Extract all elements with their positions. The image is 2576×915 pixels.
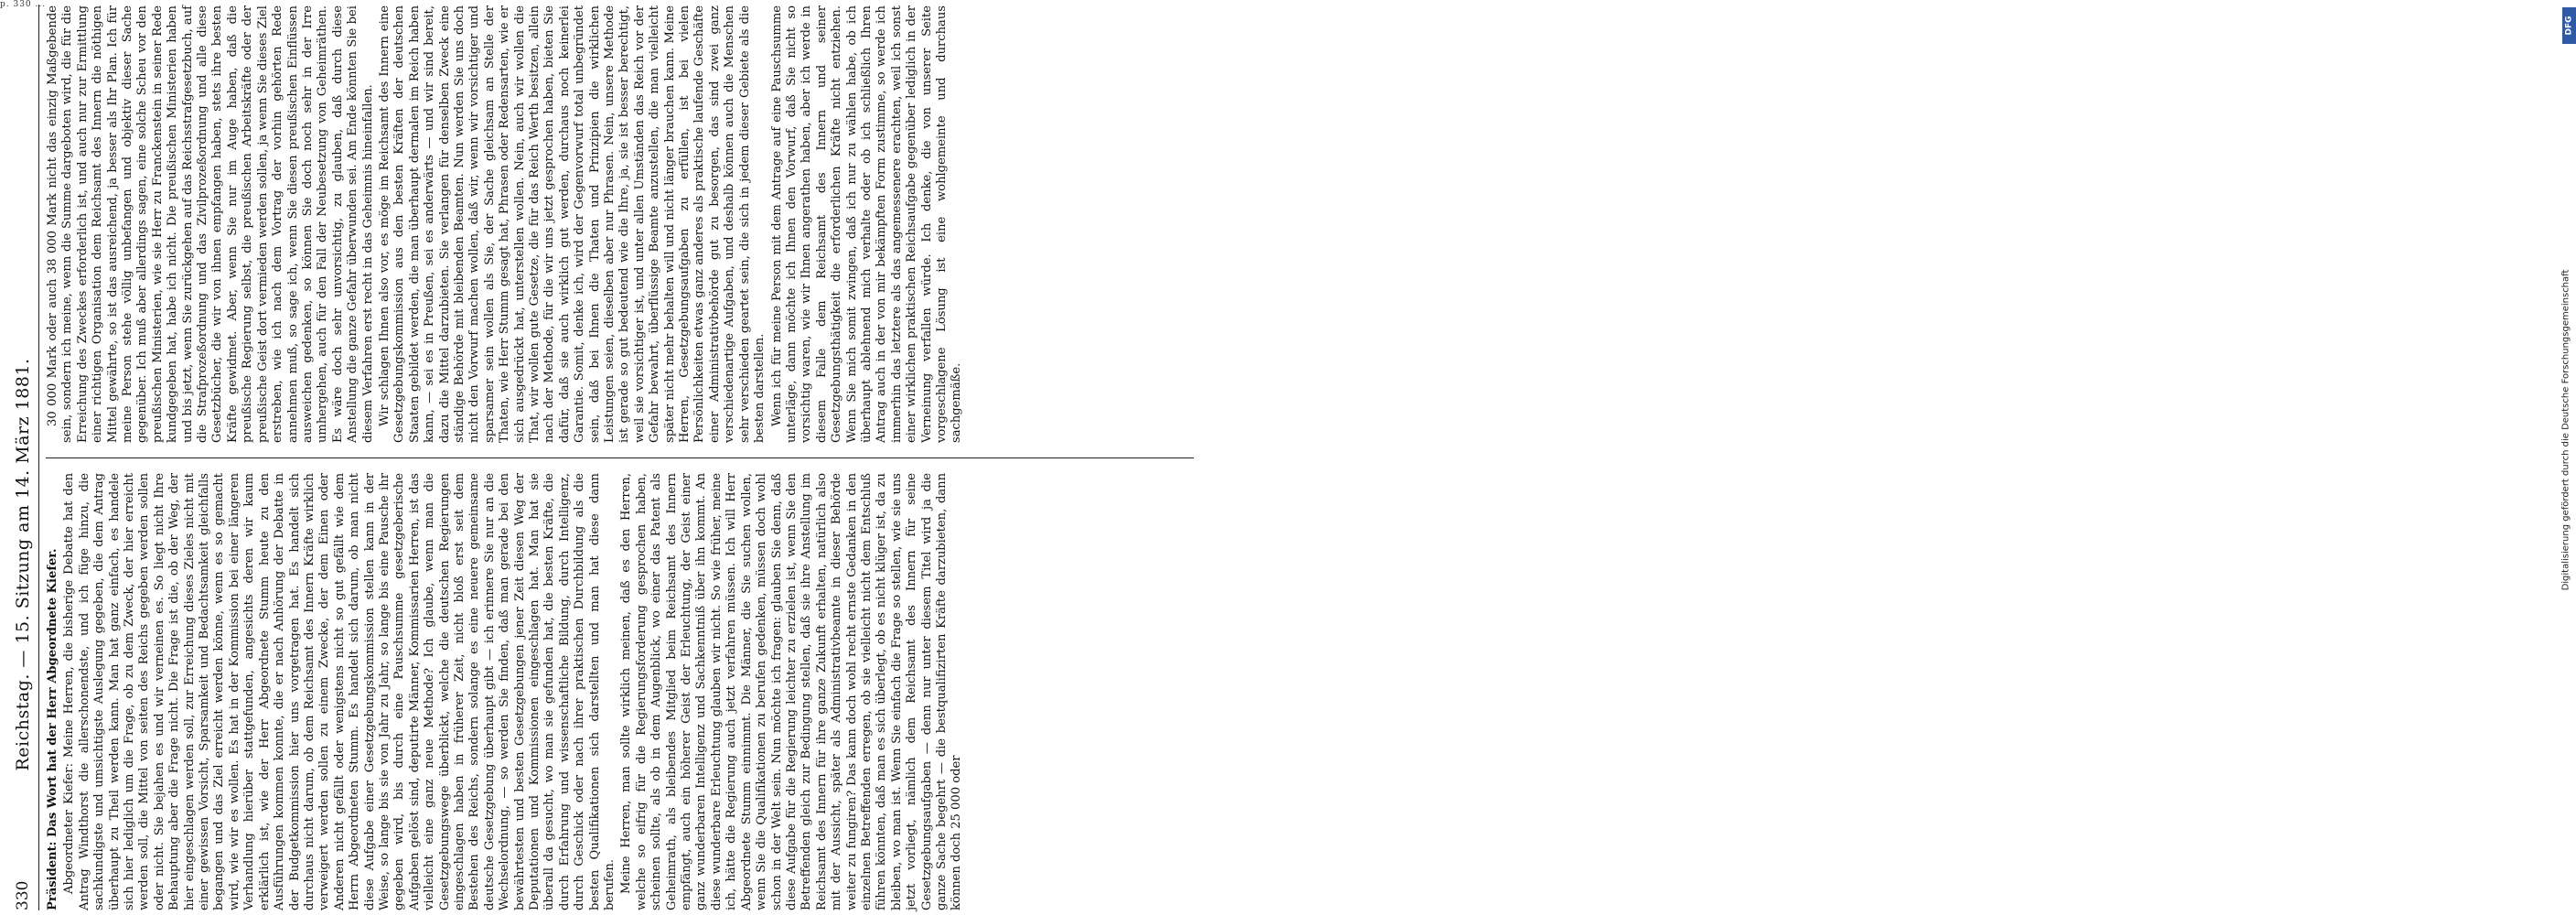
digitization-note: Digitalisierung gefördert durch die Deutsche Forschungsgemeinschaft [2560,269,2571,591]
dfg-logo-text: DFG [2564,16,2574,36]
column-right [46,5,1194,458]
corner-mark: p. 330 ... [0,0,47,9]
paragraph: Wenn ich für meine Person mit dem Antrage auf eine Pauschsumme unterläge, dann möchte ich Ihnen den Vorwurf, daß Sie nicht so vorsichtig waren, wie wir Ihnen angerathen haben, aber ich werde in diesem Falle dem Reichsamt des Innern und seiner Gesetzgebungsthätigkeit die erforderlichen Kräfte nicht entziehen. Wenn Sie mich somit zwingen, daß ich nur zu wählen habe, ob ich überhaupt ablehnend mich verhalte oder ob ich schließlich Ihren Antrag auch in der von mir bekämpften Form zustimme, so werde ich immerhin das letztere als das angemessenere erachten, weil ich sonst einer wirklichen praktischen Reichsaufgabe gegenüber lediglich in der Verneinung verfallen würde. Ich denke, die von unserer Seite vorgeschlagene Lösung ist eine wohlgemeinte und durchaus sachgemäße. [769,5,964,443]
president-line: Präsident: Das Wort hat der Herr Abgeordnete Kiefer. [46,548,59,910]
rotated-page [7,5,1201,910]
column-left [46,458,1194,910]
dfg-logo [2562,7,2576,44]
page-number: 330 [14,880,32,910]
page-header [7,5,39,910]
session-title: Reichstag. — 15. Sitzung am 14. März 1881. [13,358,33,771]
text-columns [46,5,1194,910]
paragraph: Meine Herren, man sollte wirklich meinen, daß es den Herren, welche so eifrig für die Regierungsforderung gesprochen haben, scheinen sollte, als ob in dem Augenblick, wo einer das Patent als Geheimrath, als bleibendes Mitglied beim Reichsamt des Innern empfängt, auch ein höherer Geist der Erleuchtung, der Geist einer ganz wunderbaren Intelligenz und Sachkenntniß über ihn kommt. An diese wunderbare Erleuchtung glauben wir nicht. So wie früher, meine ich, hätte die Regierung auch jetzt verfahren müssen. Ich will Herr Abgeordnete Stumm einnimmt. Die Männer, die Sie suchen wollen, wenn Sie die Qualifikationen zu berufen gedenken, müssen doch wohl schon in der Welt sein. Nun möchte ich fragen: glauben Sie denn, daß diese Aufgabe für die Regierung leichter zu erzielen ist, wenn Sie den Betreffenden gleich zur Bedingung stellen, daß sie ihre Anstellung im Reichsamt des Innern für ihre ganze Zukunft erhalten, natürlich also mit der Aussicht, später als Administrativbeamte in dieser Behörde weiter zu fungiren? Das kann doch wohl recht ernste Gedanken in den einzelnen Betreffenden erregen, ob sie vielleicht nicht dem Entschluß führen könnten, daß man es sich überlegt, ob es nicht klüger ist, da zu bleiben, wo man ist. Wenn Sie einfach die Frage so stellen, wie sie uns jetzt vorliegt, nämlich dem Reichsamt des Innern für seine Gesetzgebungsaufgaben — denn nur unter diesem Titel wird ja die ganze Sache begehrt — die bestqualifizirten Kräfte darzubieten, dann können doch 25 000 oder [619,473,964,910]
header-left [13,358,33,910]
paragraph: Abgeordneter Kiefer: Meine Herren, die bisherige Debatte hat den Antrag Windthorst die allerschonendste, und ich füge hinzu, die sachkundigste und umsichtigste Auslegung gegeben, die dem Antrag überhaupt zu Theil werden kann. Man hat ganz einfach, es handele sich hier lediglich um die Frage, ob zu dem Zweck, der hier erreicht werden soll, die Mittel von seiten des Reichs gegeben werden sollen oder nicht. Sie bejahen es und wir verneinen es. So liegt nicht Ihre Behauptung aber die Frage nicht. Die Frage ist die, ob der Weg, der hier eingeschlagen werden soll, zur Erreichung dieses Zieles nicht mit einer gewissen Vorsicht, Sparsamkeit und Bedachtsamkeit gleichfalls begangen und das Ziel erreicht werden könne, wenn es so gemacht wird, wie wir es wollen. Es hat in der Kommission bei einer längeren Verhandlung hierüber stattgefunden, angesichts deren wir kaum erklärlich ist, wie der Herr Abgeordnete Stumm heute zu den Ausführungen kommen konnte, die er nach Anhörung der Debatte in der Budgetkommission hier uns vorgetragen hat. Es handelt sich durchaus nicht darum, ob dem Reichsamt des Innern Kräfte wirklich verweigert werden sollen zu einem Zwecke, der dem Einen oder Anderen nicht gefällt oder wenigstens nicht so gut gefällt wie dem Herrn Abgeordneten Stumm. Es handelt sich darum, ob man nicht diese Aufgabe einer Gesetzgebungskommission stellen kann in der Weise, so lange bis sie von Jahr zu Jahr, so lange bis eine Pausche ihr gegeben wird, bis durch eine Pauschsumme gesetzgeberische Aufgaben gelöst sind, deputirte Männer, Kommissarien Herren, ist das vielleicht eine ganz neue Methode? Ich glaube, wenn man die Gesetzgebungswege überblickt, welche die deutschen Regierungen eingeschlagen haben in früherer Zeit, nicht bloß erst seit dem Bestehen des Reichs, sondern solange es eine neuere gemeinsame deutsche Gesetzgebung überhaupt gibt — ich erinnere Sie nur an die Wechselordnung, — so werden Sie finden, daß man gerade bei den bewährtesten und besten Gesetzgebungen jener Zeit diesen Weg der Deputationen und Kommissionen eingeschlagen hat. Man hat sie überall da gesucht, wo man sie gefunden hat, die besten Kräfte, die durch Erfahrung und wissenschaftliche Bildung, durch Intelligenz, durch Geschick oder nach ihrer praktischen Durchbildung als die besten Qualifikationen sich darstellten und man hat diese dann berufen. [62,473,617,910]
digitization-strip [1273,0,2574,915]
paragraph: 30 000 Mark oder auch 38 000 Mark nicht das einzig Maßgebende sein, sondern ich meine, wenn die Summe dargeboten wird, die für die Erreichung des Zweckes erforderlich ist, und auch nur zur Ermittlung einer richtigen Organisation dem Reichsamt des Innern die nöthigen Mittel gewährte, so ist das ausreichend, ja besser als Ihr Plan. Ich für meine Person stehe völlig unbefangen und objektiv dieser Sache gegenüber. Ich muß aber allerdings sagen, eine solche Scheu vor den preußischen Ministerien, wie sie Herr zu Franckenstein in seiner Rede kundgegeben hat, habe ich nicht. Die preußischen Ministerien haben und bis jetzt, wenn Sie zurückgehen auf das Reichsstrafgesetzbuch, auf die Strafprozeßordnung und das Zivilprozeßordnung und alle diese Gesetzbücher, die wir von ihnen empfangen haben, stets ihre besten Kräfte gewidmet. Aber, wenn Sie nur im Auge haben, daß die preußische Regierung selbst, die preußischen Arbeitskräfte oder der preußische Geist dort vermieden werden sollen, ja wenn Sie dieses Ziel erstreben, wie ich nach dem Vortrag der vorhin gehörten Rede annehmen muß, so sage ich, wenn Sie diesen preußischen Einflüssen ausweichen gedenken, so können Sie doch noch sehr in der Irre umhergehen, auch für den Fall der Neubesetzung von Geheimräthen. Es wäre doch sehr unvorsichtig, zu glauben, daß durch diese Anstellung die ganze Gefahr überwunden sei. Am Ende könnten Sie bei diesem Verfahren erst recht in das Geheimnis hineinfallen. [46,5,375,443]
paragraph: Wir schlagen Ihnen also vor, es möge im Reichsamt des Innern eine Gesetzgebungskommission aus den besten Kräften der deutschen Staaten gebildet werden, die man überhaupt dermalen im Reich haben kann, — sei es in Preußen, sei es anderwärts — und wir sind bereit, dazu die Mittel darzubieten. Sie verlangen für denselben Zweck eine ständige Behörde mit bleibenden Beamten. Nun werden Sie uns doch nicht den Vorwurf machen wollen, daß wir, wenn wir vorsichtiger und sparsamer sein wollen als Sie, der Sache gleichsam an Stelle der Thaten, wie Herr Stumm gesagt hat, Phrasen oder Redensarten, wie er sich ausgedrückt hat, unterstellen wollen. Nein, auch wir wollen die That, wir wollen gute Gesetze, die für das Reich Werth besitzen, allein nach der Methode, für die wir uns jetzt gesprochen haben, bieten Sie dafür, daß sie auch wirklich gut werden, durchaus noch keinerlei Garantie. Somit, denke ich, wird der Gegenvorwurf total unbegründet sein, daß bei Ihnen die Thaten und Prinzipien die wirklichen Leistungen seien, dieselben aber nur Phrasen. Nein, unsere Methode ist gerade so gut bedeutend wie die Ihre, ja, sie ist besser berechtigt, weil sie vorsichtiger ist, und unter allen Umständen das Reich vor der Gefahr bewahrt, überflüssige Beamte anzustellen, die man vielleicht später nicht mehr behalten will und nicht länger brauchen kann. Meine Herren, Gesetzgebungsaufgaben zu erfüllen, ist bei vielen Persönlichkeiten etwas ganz anderes als praktische laufende Geschäfte einer Administrativbehörde gut zu besorgen, das sind zwei ganz verschiedenartige Aufgaben, und deshalb können auch die Menschen sehr verschieden geartet sein, die sich in jedem dieser Gebiete als die besten darstellen. [377,5,767,443]
